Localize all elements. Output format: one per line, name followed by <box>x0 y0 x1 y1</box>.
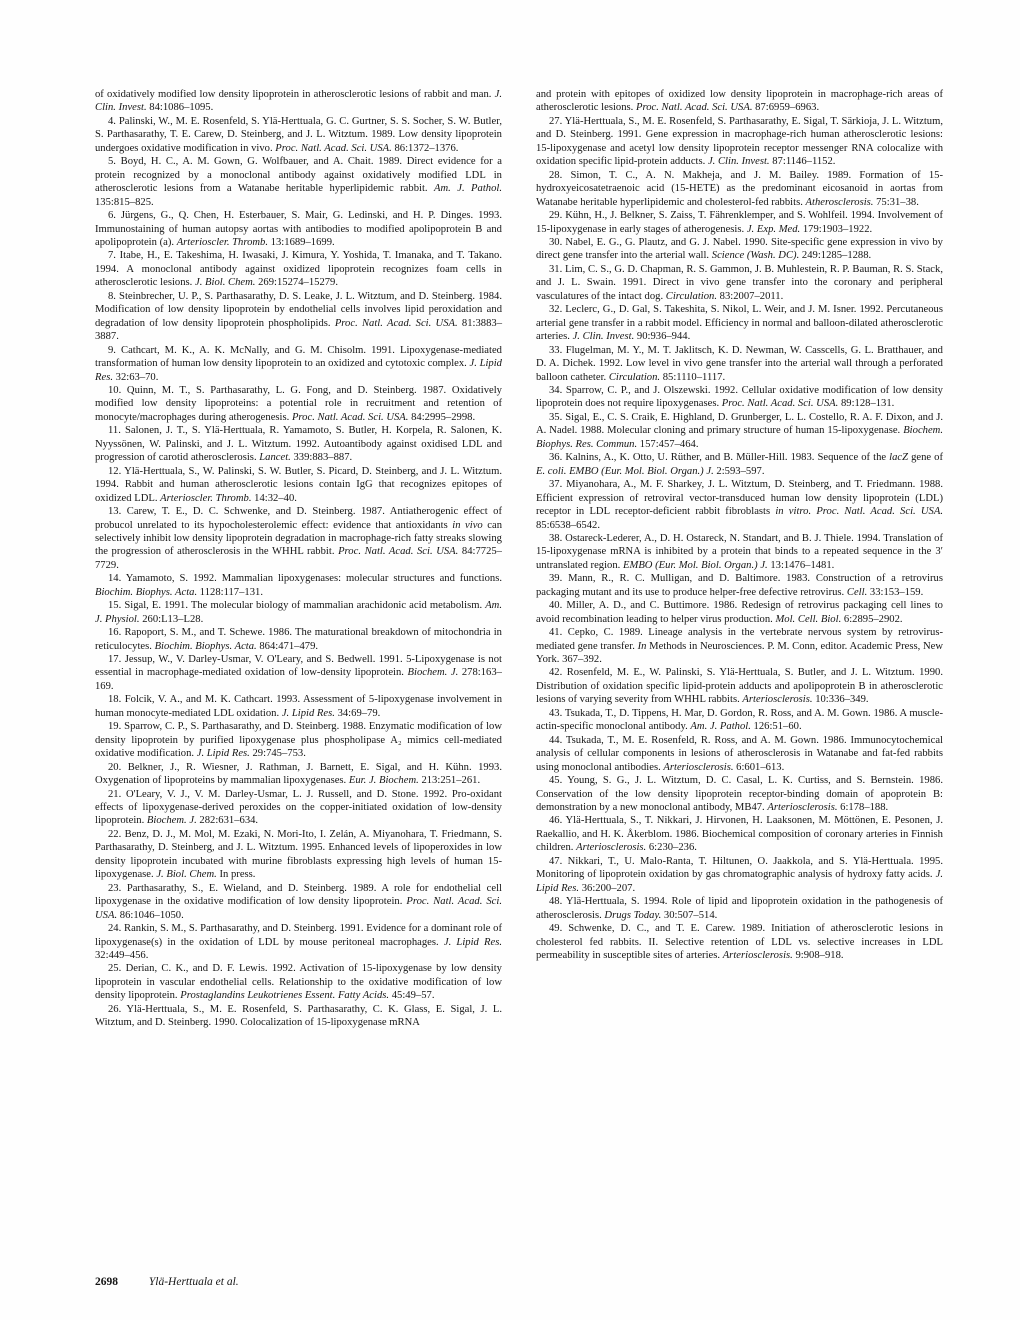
reference-entry: 38. Ostareck-Lederer, A., D. H. Ostareck, N. Standart, and B. J. Thiele. 1994. Translation of 15-lipoxygenase mRNA is inhibited by a protein that binds to a repeated sequence in the 3′ untranslated region. EMBO (Eur. Mol. Biol. Organ.) J. 13:1476–1481. <box>536 532 943 571</box>
reference-entry: 45. Young, S. G., J. L. Witztum, D. C. Casal, L. K. Curtiss, and S. Bernstein. 1986. Conservation of the low density lipoprotein receptor-binding domain of apoprotein B: demonstration by a new monoclonal antibody, MB47. Arteriosclerosis. 6:178–188. <box>536 775 943 814</box>
reference-entry: 8. Steinbrecher, U. P., S. Parthasarathy, D. S. Leake, J. L. Witztum, and D. Steinberg. 1984. Modification of low density lipoprotein by endothelial cells involves lipid peroxidation and degradation of low density lipoprotein phospholipids. Proc. Natl. Acad. Sci. USA. 81:3883–3887. <box>95 290 502 343</box>
reference-entry: 48. Ylä-Herttuala, S. 1994. Role of lipid and lipoprotein oxidation in the pathogenesis of atherosclerosis. Drugs Today. 30:507–514. <box>536 896 943 921</box>
reference-entry: 46. Ylä-Herttuala, S., T. Nikkari, J. Hirvonen, H. Laaksonen, M. Möttönen, E. Pesonen, J. Raekallio, and H. K. Åkerblom. 1986. Biochemical composition of coronary arteries in Finnish children. Arteriosclerosis. 6:230–236. <box>536 815 943 854</box>
references-section <box>95 88 943 1030</box>
reference-entry: 33. Flugelman, M. Y., M. T. Jaklitsch, K. D. Newman, W. Casscells, G. L. Bratthauer, and D. A. Dichek. 1992. Low level in vivo gene transfer into the arterial wall through a perforated balloon catheter. Circulation. 85:1110–1117. <box>536 344 943 383</box>
reference-entry: 5. Boyd, H. C., A. M. Gown, G. Wolfbauer, and A. Chait. 1989. Direct evidence for a protein recognized by a monoclonal antibody against oxidatively modified LDL in atherosclerotic lesions from a Watanabe heritable hyperlipidemic rabbit. Am. J. Pathol. 135:815–825. <box>95 156 502 208</box>
reference-entry: 31. Lim, C. S., G. D. Chapman, R. S. Gammon, J. B. Muhlestein, R. P. Bauman, R. S. Stack, and J. L. Swain. 1991. Direct in vivo gene transfer into the coronary and peripheral vasculatures of the intact dog. Circulation. 83:2007–2011. <box>536 263 943 302</box>
reference-entry: 15. Sigal, E. 1991. The molecular biology of mammalian arachidonic acid metabolism. Am. J. Physiol. 260:L13–L28. <box>95 600 502 625</box>
reference-entry: 9. Cathcart, M. K., A. K. McNally, and G. M. Chisolm. 1991. Lipoxygenase-mediated transformation of human low density lipoprotein to an oxidized and cytotoxic complex. J. Lipid Res. 32:63–70. <box>95 344 502 383</box>
reference-entry: 41. Cepko, C. 1989. Lineage analysis in the vertebrate nervous system by retrovirus-mediated gene transfer. In Methods in Neurosciences. P. M. Conn, editor. Academic Press, New York. 367–392. <box>536 627 943 666</box>
reference-continuation: of oxidatively modified low density lipoprotein in atherosclerotic lesions of rabbit and man. J. Clin. Invest. 84:1086–1095. <box>95 89 502 114</box>
reference-entry: 36. Kalnins, A., K. Otto, U. Rüther, and B. Müller-Hill. 1983. Sequence of the lacZ gene of E. coli. EMBO (Eur. Mol. Biol. Organ.) J. 2:593–597. <box>536 452 943 477</box>
reference-entry: 12. Ylä-Herttuala, S., W. Palinski, S. W. Butler, S. Picard, D. Steinberg, and J. L. Witztum. 1994. Rabbit and human atherosclerotic lesions contain IgG that recognizes epitopes of oxidized LDL. Arterioscler. Thromb. 14:32–40. <box>95 465 502 504</box>
right-column <box>536 88 943 1030</box>
reference-entry: 14. Yamamoto, S. 1992. Mammalian lipoxygenases: molecular structures and functions. Biochim. Biophys. Acta. 1128:117–131. <box>95 573 502 598</box>
reference-entry: 39. Mann, R., R. C. Mulligan, and D. Baltimore. 1983. Construction of a retrovirus packaging mutant and its use to produce helper-free defective retrovirus. Cell. 33:153–159. <box>536 573 943 598</box>
reference-entry: 43. Tsukada, T., D. Tippens, H. Mar, D. Gordon, R. Ross, and A. M. Gown. 1986. A muscle-actin-specific monoclonal antibody. Am. J. Pathol. 126:51–60. <box>536 707 943 733</box>
reference-entry: 7. Itabe, H., E. Takeshima, H. Iwasaki, J. Kimura, Y. Yoshida, T. Imanaka, and T. Takano. 1994. A monoclonal antibody against oxidized lipoprotein recognizes foam cells in atherosclerotic lesions. J. Biol. Chem. 269:15274–15279. <box>95 250 502 289</box>
reference-entry: 20. Belkner, J., R. Wiesner, J. Rathman, J. Barnett, E. Sigal, and H. Kühn. 1993. Oxygenation of lipoproteins by mammalian lipoxygenases. Eur. J. Biochem. 213:251–261. <box>95 761 502 787</box>
reference-entry: 19. Sparrow, C. P., S. Parthasarathy, and D. Steinberg. 1988. Enzymatic modification of low density lipoprotein by purified lipoxygenase plus phospholipase A₂ mimics cell-mediated oxidative modification. J. Lipid Res. 29:745–753. <box>95 721 502 760</box>
reference-entry: 27. Ylä-Herttuala, S., M. E. Rosenfeld, S. Parthasarathy, E. Sigal, T. Särkioja, J. L. Witztum, and D. Steinberg. 1991. Gene expression in macrophage-rich human atherosclerotic lesions: 15-lipoxygenase and acetyl low density lipoprotein receptor messenger RNA colocalize with oxidation specific lipid-protein adducts. J. Clin. Invest. 87:1146–1152. <box>536 115 943 168</box>
reference-entry: 28. Simon, T. C., A. N. Makheja, and J. M. Bailey. 1989. Formation of 15-hydroxyeicosatetraenoic acid (15-HETE) as the predominant eicosanoid in aortas from Watanabe heritable hyperlipidemic and cholesterol-fed rabbits. Atherosclerosis. 75:31–38. <box>536 169 943 208</box>
reference-entry: 16. Rapoport, S. M., and T. Schewe. 1986. The maturational breakdown of mitochondria in reticulocytes. Biochim. Biophys. Acta. 864:471–479. <box>95 627 502 652</box>
running-authors: Ylä-Herttuala et al. <box>148 1276 239 1288</box>
reference-entry: 30. Nabel, E. G., G. Plautz, and G. J. Nabel. 1990. Site-specific gene expression in vivo by direct gene transfer into the arterial wall. Science (Wash. DC). 249:1285–1288. <box>536 236 943 262</box>
reference-entry: 10. Quinn, M. T., S. Parthasarathy, L. G. Fong, and D. Steinberg. 1987. Oxidatively modified low density lipoproteins: a potential role in recruitment and retention of monocyte/macrophages during atherogenesis. Proc. Natl. Acad. Sci. USA. 84:2995–2998. <box>95 384 502 423</box>
page-number: 2698 <box>95 1276 118 1288</box>
reference-entry: 34. Sparrow, C. P., and J. Olszewski. 1992. Cellular oxidative modification of low density lipoprotein does not require lipoxygenases. Proc. Natl. Acad. Sci. USA. 89:128–131. <box>536 384 943 410</box>
reference-list-left <box>95 115 502 1030</box>
reference-entry: 42. Rosenfeld, M. E., W. Palinski, S. Ylä-Herttuala, S. Butler, and J. L. Witztum. 1990. Distribution of oxidation specific lipid-protein adducts and apolipoprotein B in atherosclerotic lesions of varying severity from WHHL rabbits. Arteriosclerosis. 10:336–349. <box>536 667 943 706</box>
reference-entry: 40. Miller, A. D., and C. Buttimore. 1986. Redesign of retrovirus packaging cell lines to avoid recombination leading to helper virus production. Mol. Cell. Biol. 6:2895–2902. <box>536 600 943 625</box>
reference-entry: 11. Salonen, J. T., S. Ylä-Herttuala, R. Yamamoto, S. Butler, H. Korpela, R. Salonen, K. Nyyssönen, W. Palinski, and J. L. Witztum. 1992. Autoantibody against oxidised LDL and progression of carotid atherosclerosis. Lancet. 339:883–887. <box>95 425 502 464</box>
reference-entry: 26. Ylä-Herttuala, S., M. E. Rosenfeld, S. Parthasarathy, C. K. Glass, E. Sigal, J. L. Witztum, and D. Steinberg. 1990. Colocalization of 15-lipoxygenase mRNA <box>95 1003 502 1029</box>
reference-entry: 25. Derian, C. K., and D. F. Lewis. 1992. Activation of 15-lipoxygenase by low density lipoprotein in vascular endothelial cells. Relationship to the oxidative modification of low density lipoprotein. Prostaglandins Leukotrienes Essent. Fatty Acids. 45:49–57. <box>95 963 502 1002</box>
reference-entry: 37. Miyanohara, A., M. F. Sharkey, J. L. Witztum, D. Steinberg, and T. Friedmann. 1988. Efficient expression of retroviral vector-transduced human low density lipoprotein (LDL) receptor in LDL receptor-deficient rabbit fibroblasts in vitro. Proc. Natl. Acad. Sci. USA. 85:6538–6542. <box>536 479 943 531</box>
reference-entry: 17. Jessup, W., V. Darley-Usmar, V. O'Leary, and S. Bedwell. 1991. 5-Lipoxygenase is not essential in macrophage-mediated oxidation of low-density lipoprotein. Biochem. J. 278:163–169. <box>95 654 502 692</box>
reference-entry: 22. Benz, D. J., M. Mol, M. Ezaki, N. Mori-Ito, I. Zelán, A. Miyanohara, T. Friedmann, S. Parthasarathy, D. Steinberg, and J. L. Witztum. 1995. Enhanced levels of lipoperoxides in low density lipoprotein incubated with murine fibroblasts expressing high levels of human 15-lipoxygenase. J. Biol. Chem. In press. <box>95 828 502 881</box>
reference-entry: 21. O'Leary, V. J., V. M. Darley-Usmar, L. J. Russell, and D. Stone. 1992. Pro-oxidant effects of lipoxygenase-derived peroxides on the copper-initiated oxidation of low-density lipoprotein. Biochem. J. 282:631–634. <box>95 788 502 827</box>
reference-entry: 4. Palinski, W., M. E. Rosenfeld, S. Ylä-Herttuala, G. C. Gurtner, S. S. Socher, S. W. Butler, S. Parthasarathy, T. E. Carew, D. Steinberg, and J. L. Witztum. 1989. Low density lipoprotein undergoes oxidative modification in vivo. Proc. Natl. Acad. Sci. USA. 86:1372–1376. <box>95 115 502 154</box>
reference-entry: 47. Nikkari, T., U. Malo-Ranta, T. Hiltunen, O. Jaakkola, and S. Ylä-Herttuala. 1995. Monitoring of lipoprotein oxidation by gas chromatographic analysis of hydroxy fatty acids. J. Lipid Res. 36:200–207. <box>536 855 943 894</box>
reference-entry: 35. Sigal, E., C. S. Craik, E. Highland, D. Grunberger, L. L. Costello, R. A. F. Dixon, and J. A. Nadel. 1988. Molecular cloning and primary structure of human 15-lipoxygenase. Biochem. Biophys. Res. Commun. 157:457–464. <box>536 411 943 450</box>
reference-continuation: and protein with epitopes of oxidized low density lipoprotein in macrophage-rich areas of atherosclerotic lesions. Proc. Natl. Acad. Sci. USA. 87:6959–6963. <box>536 89 943 114</box>
reference-entry: 24. Rankin, S. M., S. Parthasarathy, and D. Steinberg. 1991. Evidence for a dominant role of lipoxygenase(s) in the oxidation of LDL by mouse peritoneal macrophages. J. Lipid Res. 32:449–456. <box>95 923 503 961</box>
reference-entry: 23. Parthasarathy, S., E. Wieland, and D. Steinberg. 1989. A role for endothelial cell lipoxygenase in the oxidative modification of low density lipoprotein. Proc. Natl. Acad. Sci. USA. 86:1046–1050. <box>95 882 502 921</box>
reference-entry: 6. Jürgens, G., Q. Chen, H. Esterbauer, S. Mair, G. Ledinski, and H. P. Dinges. 1993. Immunostaining of human autopsy aortas with antibodies to modified apolipoprotein B and apolipoprotein (a). Arterioscler. Thromb. 13:1689–1699. <box>95 210 502 248</box>
reference-entry: 29. Kühn, H., J. Belkner, S. Zaiss, T. Fährenklemper, and S. Wohlfeil. 1994. Involvement of 15-lipoxygenase in early stages of atherogenesis. J. Exp. Med. 179:1903–1922. <box>536 210 943 235</box>
reference-list-right <box>536 115 943 963</box>
reference-entry: 49. Schwenke, D. C., and T. E. Carew. 1989. Initiation of atherosclerotic lesions in cholesterol fed rabbits. II. Selective retention of LDL vs. selective increases in LDL permeability in susceptible sites of arteries. Arteriosclerosis. 9:908–918. <box>536 923 943 961</box>
page-footer <box>95 1276 239 1288</box>
left-column <box>95 88 502 1030</box>
reference-entry: 44. Tsukada, T., M. E. Rosenfeld, R. Ross, and A. M. Gown. 1986. Immunocytochemical analysis of cellular components in lesions of atherosclerosis in Watanabe and fat-fed rabbits using monoclonal antibodies. Arteriosclerosis. 6:601–613. <box>536 734 943 773</box>
reference-entry: 32. Leclerc, G., D. Gal, S. Takeshita, S. Nikol, L. Weir, and J. M. Isner. 1992. Percutaneous arterial gene transfer in a rabbit model. Efficiency in normal and balloon-dilated atherosclerotic arteries. J. Clin. Invest. 90:936–944. <box>536 304 943 343</box>
reference-entry: 18. Folcik, V. A., and M. K. Cathcart. 1993. Assessment of 5-lipoxygenase involvement in human monocyte-mediated LDL oxidation. J. Lipid Res. 34:69–79. <box>95 694 502 719</box>
reference-entry: 13. Carew, T. E., D. C. Schwenke, and D. Steinberg. 1987. Antiatherogenic effect of probucol unrelated to its hypocholesterolemic effect: evidence that antioxidants in vivo can selectively inhibit low density lipoprotein degradation in macrophage-rich fatty streaks slowing the progression of atherosclerosis in the WHHL rabbit. Proc. Natl. Acad. Sci. USA. 84:7725–7729. <box>95 506 502 571</box>
